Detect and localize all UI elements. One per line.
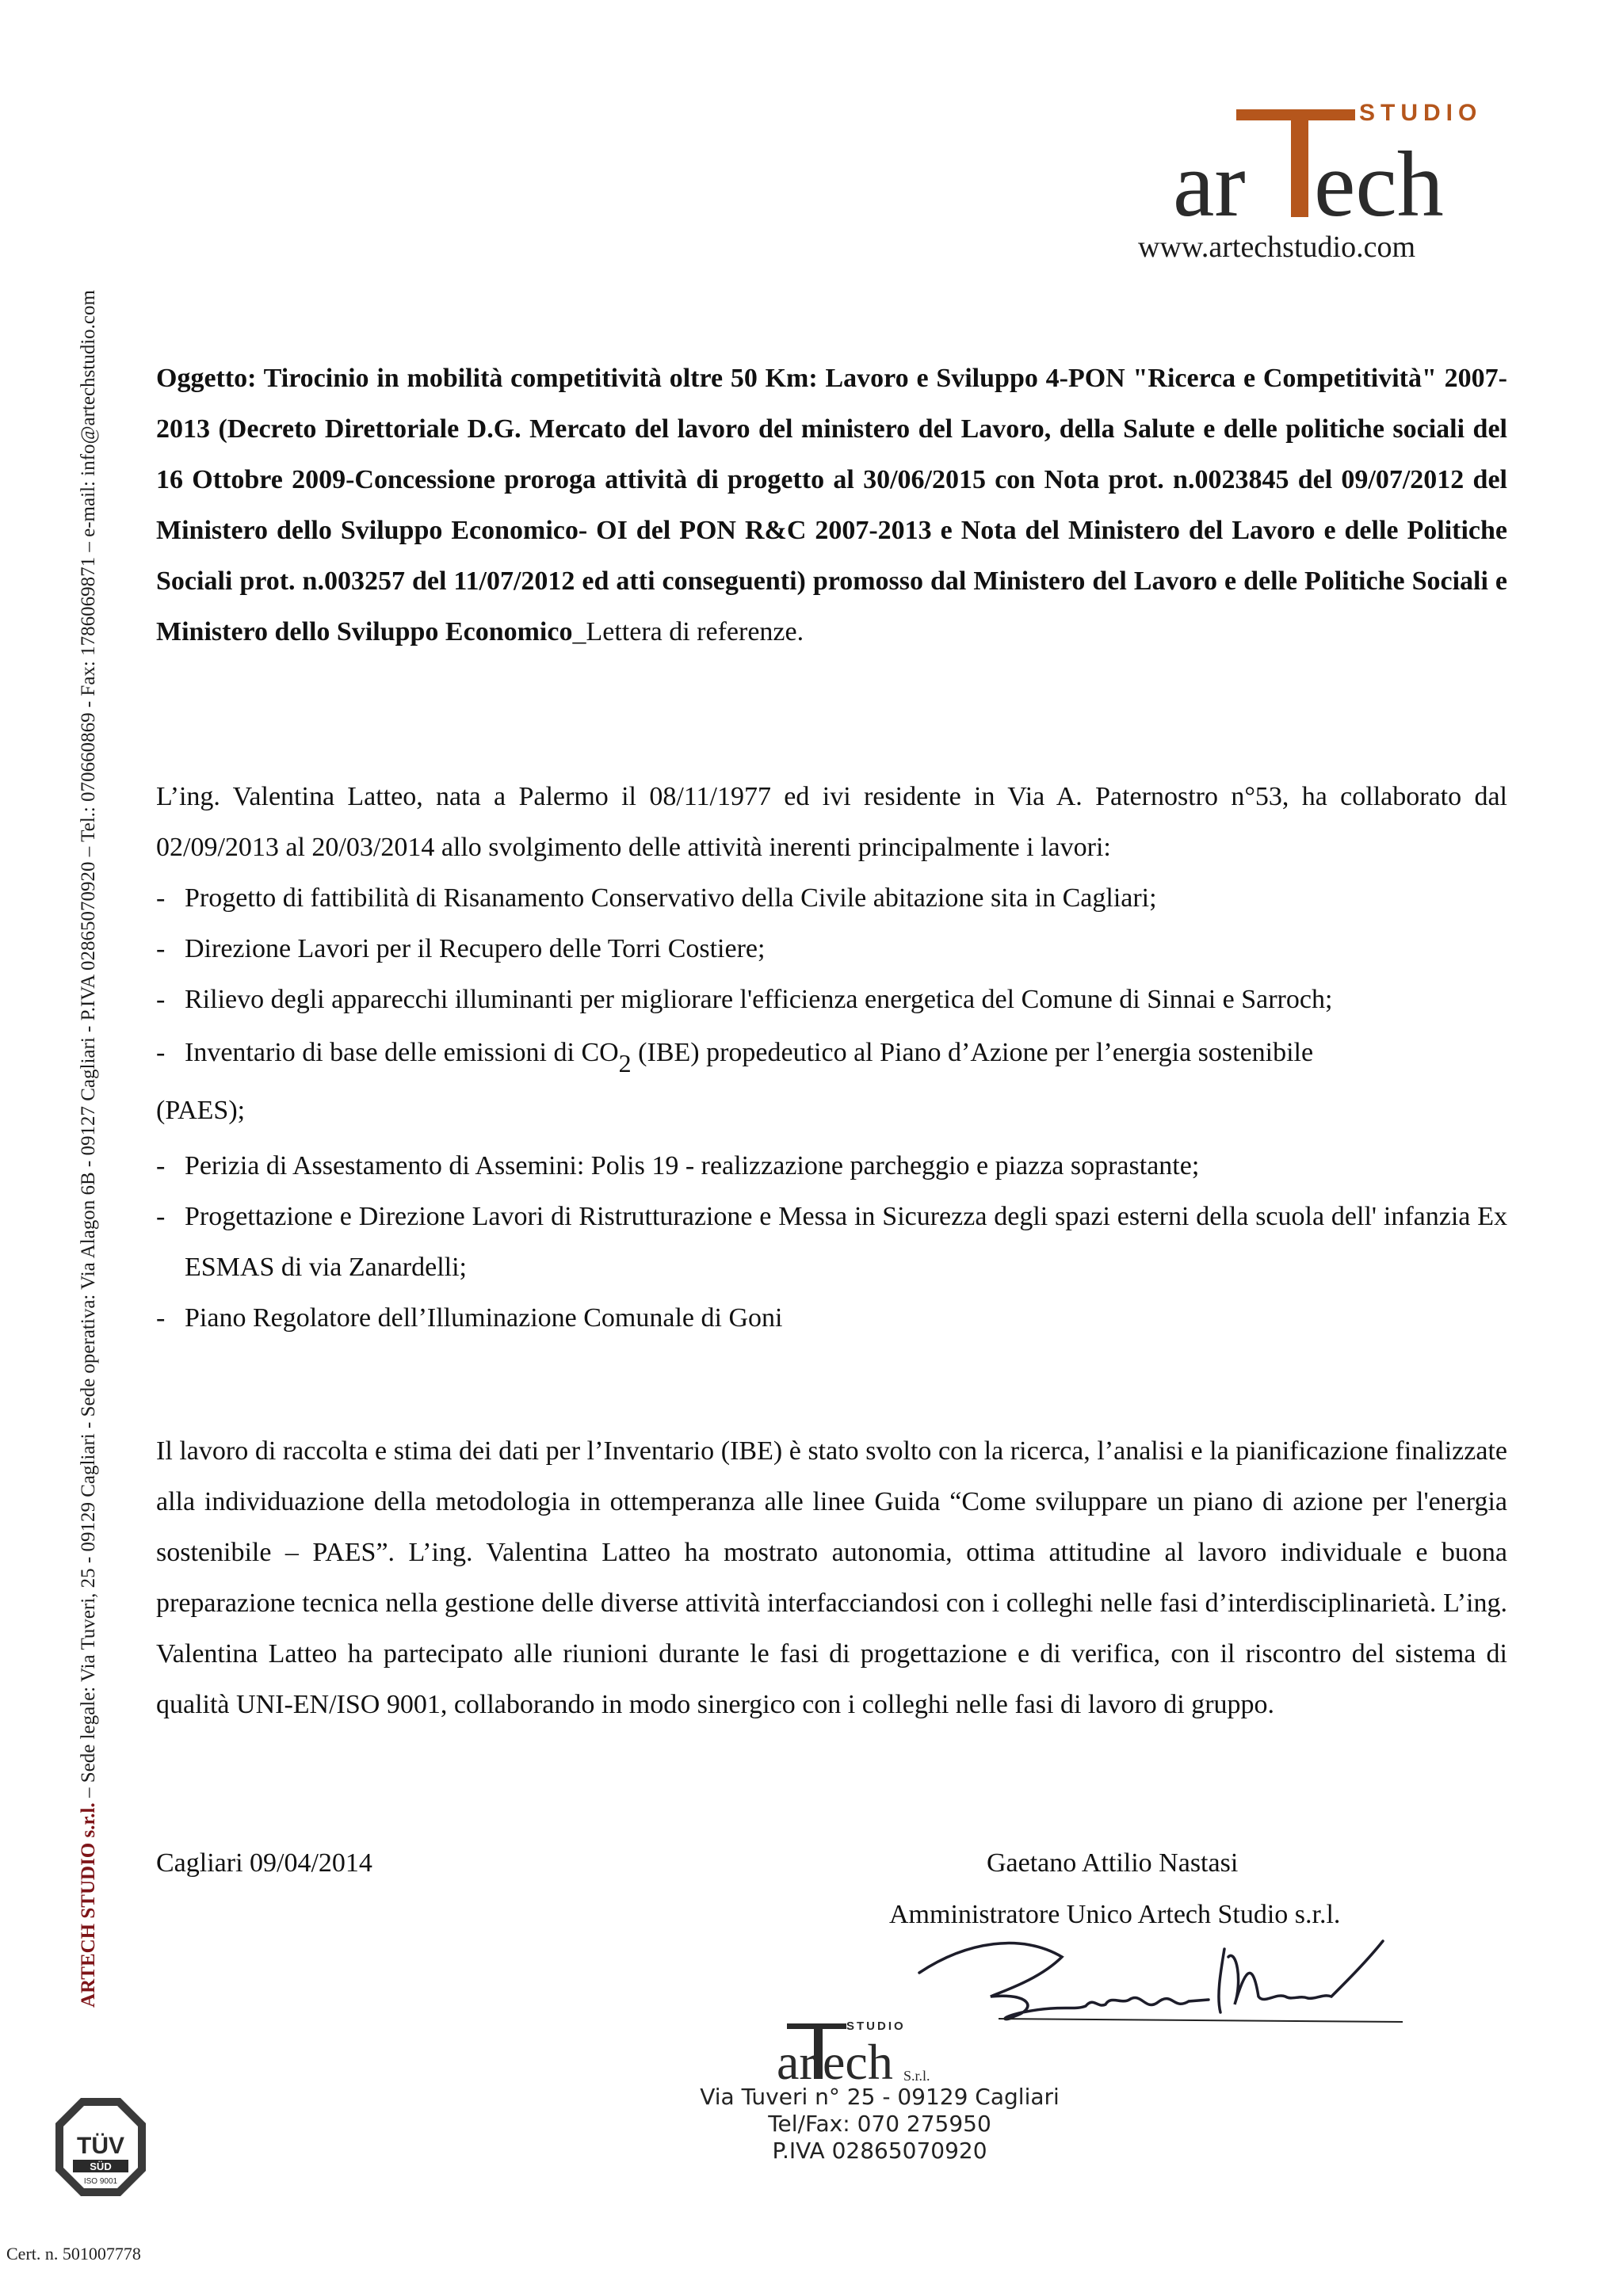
svg-text:ar: ar (1173, 132, 1246, 234)
list-item: - Progetto di fattibilità di Risanamento Conservativo della Civile abitazione sita in Cagliari; (156, 873, 1507, 924)
side-banner-details: – Sede legale: Via Tuveri, 25 - 09129 Cagliari - Sede operativa: Via Alagon 6B - 09127 Cagliari - P.IVA 02865070920 – Tel.: 070660869 - Fax: 1786069871 – e-mail: info@artechstudio.com (78, 290, 99, 1803)
stamp-telfax: Tel/Fax: 070 275950 (768, 2111, 991, 2137)
list-item-continuation: (PAES); (156, 1096, 246, 1125)
list-item: - Piano Regolatore dell’Illuminazione Comunale di Goni (156, 1293, 1507, 1344)
side-banner-company: ARTECH STUDIO s.r.l. (78, 1802, 99, 2008)
subject-suffix: _Lettera di referenze. (572, 617, 804, 646)
tuv-badge-sub: SÜD (90, 2161, 112, 2172)
list-item (156, 1025, 1507, 1081)
list-item: - Progettazione e Direzione Lavori di Ristrutturazione e Messa in Sicurezza degli spazi esterni della scuola dell' infanzia Ex ESMAS di via Zanardelli; (156, 1192, 1507, 1293)
co2-subscript: 2 (618, 1049, 632, 1077)
assessment-paragraph: Il lavoro di raccolta e stima dei dati per l’Inventario (IBE) è stato svolto con la ricerca, l’analisi e la pianificazione finalizzate alla individuazione della metodologia in ottemperanza alle linee Guida “Come sviluppare un piano di azione per l'energia sostenibile – PAES”. L’ing. Valentina Latteo ha mostrato autonomia, ottima attitudine al lavoro individuale e buona preparazione tecnica nella gestione delle diverse attività interfacciandosi con i colleghi nelle fasi d’interdisciplinarietà. L’ing. Valentina Latteo ha partecipato alle riunioni durante le fasi di progettazione e di verifica, con il riscontro del sistema di qualità UNI-EN/ISO 9001, collaborando in modo sinergico con i colleghi nelle fasi di lavoro di gruppo. (156, 1436, 1507, 1719)
website: www.artechstudio.com (1138, 231, 1415, 264)
subject-bold: Oggetto: Tirocinio in mobilità competitività oltre 50 Km: Lavoro e Sviluppo 4-PON "Ricerca e Competitività" 2007-2013 (Decreto Direttoriale D.G. Mercato del lavoro del ministero del Lavoro, della Salute e delle politiche sociali del 16 Ottobre 2009-Concessione proroga attività di progetto al 30/06/2015 con Nota prot. n.0023845 del 09/07/2012 del Ministero dello Sviluppo Economico- OI del PON R&C 2007-2013 e Nota del Ministero del Lavoro e delle Politiche Sociali prot. n.003257 del 11/07/2012 ed atti conseguenti) promosso dal Ministero del Lavoro e delle Politiche Sociali e Ministero dello Sviluppo Economico (156, 364, 1507, 646)
certification-number: Cert. n. 501007778 (6, 2244, 141, 2264)
list-item: - Rilievo degli apparecchi illuminanti per migliorare l'efficienza energetica del Comune di Sinnai e Sarroch; (156, 974, 1507, 1025)
stamp-details (689, 2084, 1070, 2164)
co2-text: Inventario di base delle emissioni di CO (185, 1038, 619, 1067)
logo-studio-text: STUDIO (1359, 100, 1483, 126)
intro-paragraph: L’ing. Valentina Latteo, nata a Palermo il 08/11/1977 ed ivi residente in Via A. Paternostro n°53, ha collaborato dal 02/09/2013 al 20/03/2014 allo svolgimento delle attività inerenti principalmente i lavori: (156, 782, 1507, 862)
list-item: - Perizia di Assestamento di Assemini: Polis 19 - realizzazione parcheggio e piazza soprastante; (156, 1141, 1507, 1192)
activities-list (156, 873, 1507, 1344)
tuv-badge-iso: ISO 9001 (83, 2177, 118, 2186)
tuv-badge-name: TÜV (77, 2133, 124, 2159)
signer-name: Gaetano Attilio Nastasi (987, 1848, 1239, 1878)
ibe-text: (IBE) propedeutico al Piano d’Azione per l’energia sostenibile (631, 1038, 1314, 1067)
signer-role: Amministratore Unico Artech Studio s.r.l. (889, 1900, 1341, 1929)
place-date: Cagliari 09/04/2014 (156, 1848, 372, 1878)
subject (156, 353, 1507, 658)
tuv-certification-badge (49, 2092, 152, 2203)
stamp-address: Via Tuveri n° 25 - 09129 Cagliari (700, 2084, 1060, 2110)
stamp-srl-text: S.r.l. (903, 2068, 930, 2084)
side-banner (70, 158, 108, 2139)
svg-text:ech: ech (1314, 132, 1444, 234)
svg-text:ar: ar (777, 2034, 816, 2090)
svg-text:ech: ech (823, 2034, 893, 2090)
artech-logo (1165, 95, 1490, 234)
stamp-piva: P.IVA 02865070920 (772, 2138, 987, 2164)
list-item: - Direzione Lavori per il Recupero delle Torri Costiere; (156, 924, 1507, 974)
stamp-studio-text: STUDIO (846, 2019, 906, 2033)
